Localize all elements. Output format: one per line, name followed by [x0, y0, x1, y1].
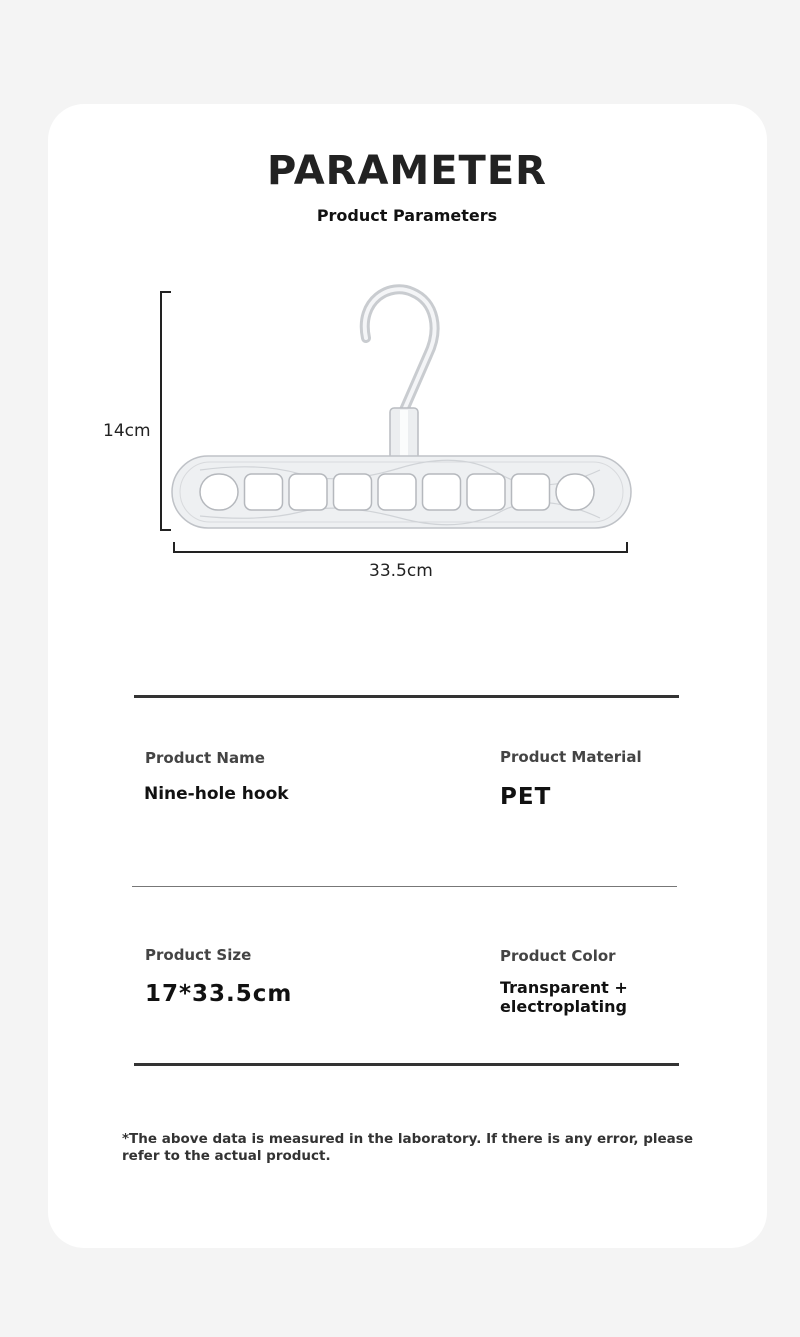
product-material-value: PET — [500, 784, 552, 810]
product-color-value-line1: Transparent + — [500, 978, 628, 997]
hanger-hole — [200, 474, 238, 510]
hanger-hole — [512, 474, 550, 510]
hanger-hole — [556, 474, 594, 510]
hanger-hole — [467, 474, 505, 510]
height-dimension-label: 14cm — [103, 421, 151, 441]
product-size-label: Product Size — [145, 946, 252, 964]
width-dimension-line — [174, 542, 627, 552]
hanger-hole — [334, 474, 372, 510]
width-dimension-label: 33.5cm — [369, 561, 433, 581]
footnote: *The above data is measured in the laboratory. If there is any error, please refer to the actual product. — [122, 1131, 693, 1164]
table-top-rule — [134, 695, 679, 698]
product-color-value-line2: electroplating — [500, 997, 627, 1016]
hanger-holes — [200, 474, 594, 510]
product-size-value: 17*33.5cm — [145, 981, 293, 1007]
hanger-diagram — [0, 0, 800, 620]
page-title: PARAMETER — [267, 148, 547, 194]
hanger-hole — [289, 474, 327, 510]
page-subtitle: Product Parameters — [316, 206, 498, 225]
product-color-label: Product Color — [500, 947, 616, 965]
table-bottom-rule — [134, 1063, 679, 1066]
product-name-label: Product Name — [145, 749, 265, 767]
product-name-value: Nine-hole hook — [144, 784, 289, 804]
table-middle-rule — [132, 886, 677, 887]
hanger-hook — [365, 289, 435, 468]
height-dimension-line — [161, 292, 171, 530]
hanger-hole — [245, 474, 283, 510]
hanger-hole — [423, 474, 461, 510]
product-material-label: Product Material — [500, 748, 642, 766]
hanger-hole — [378, 474, 416, 510]
